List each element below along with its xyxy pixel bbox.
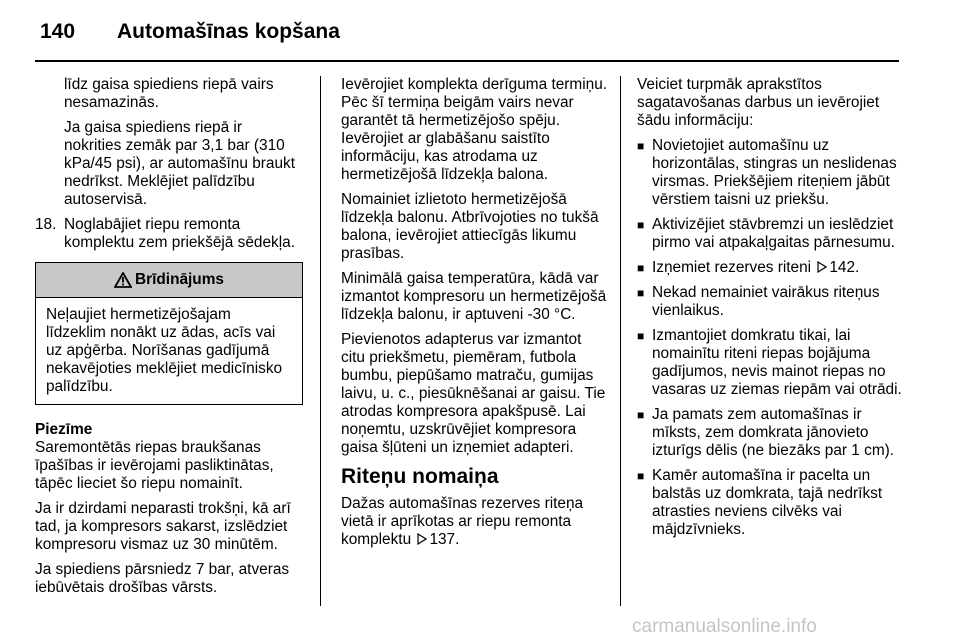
paragraph-with-reference	[341, 495, 609, 549]
paragraph: līdz gaisa spiediens riepā vairs nesamazinās.	[64, 76, 274, 111]
paragraph: Ja gaisa spiediens riepā ir nokrities zemāk par 3,1 bar (310 kPa/45 psi), ar automašīnu braukt nedrīkst. Meklējiet palīdzību autoservisā.	[64, 119, 295, 208]
list-item	[637, 284, 905, 320]
list-item	[637, 259, 905, 277]
bullet-square-icon: ■	[637, 218, 645, 232]
column-divider	[320, 76, 321, 606]
bullet-square-icon: ■	[637, 261, 645, 275]
paragraph: Minimālā gaisa temperatūra, kādā var izmantot kompresoru un hermetizējošā līdzekļa balonu, ir aptuveni -30 °C.	[341, 270, 607, 323]
list-item	[637, 406, 905, 460]
bullet-square-icon: ■	[637, 329, 645, 343]
warning-box	[35, 262, 303, 405]
bullet-square-icon: ■	[637, 408, 645, 422]
warning-header	[36, 263, 302, 298]
bullet-square-icon: ■	[637, 139, 645, 153]
bullet-square-icon: ■	[637, 469, 645, 483]
list-item-text: Novietojiet automašīnu uz horizontālas, stingras un neslidenas virsmas. Priekšējiem riteņiem jābūt vērstiem taisni uz priekšu.	[652, 137, 897, 208]
list-item	[637, 327, 905, 399]
column-divider	[620, 76, 621, 606]
column-right	[637, 76, 905, 546]
list-item-text: Ja pamats zem automašīnas ir mīksts, zem domkrata jānovieto izturīgs dēlis (ne biezāks par 1 cm).	[652, 406, 895, 459]
paragraph: Veiciet turpmāk aprakstītos sagatavošanas darbus un ievērojiet šādu informāciju:	[637, 76, 880, 129]
page-reference-icon	[817, 261, 827, 273]
paragraph: Pievienotos adapterus var izmantot citu priekšmetu, piemēram, futbola bumbu, piepūšamo matraču, gumijas laivu, u. c., piesūknēšanai ar gaisu. Tie atrodas kompresora apakšpusē. Lai noņemtu, uzskrūvējiet kompresora gaisa šļūteni un izņemiet adapteri.	[341, 331, 606, 456]
list-item-text: Aktivizējiet stāvbremzi un ieslēdziet pirmo vai atpakaļgaitas pārnesumu.	[652, 216, 895, 251]
paragraph: Nomainiet izlietoto hermetizējošā līdzekļa balonu. Atbrīvojoties no tukšā balona, ievērojiet attiecīgās likumu prasības.	[341, 191, 599, 262]
note-title: Piezīme	[35, 421, 93, 438]
list-item-text	[652, 259, 859, 277]
warning-title: Brīdinājums	[135, 271, 224, 288]
page-number: 140	[40, 20, 76, 43]
list-item-text-part: Izņemiet rezerves riteni	[652, 259, 812, 276]
page-header	[35, 10, 915, 60]
bullet-square-icon: ■	[637, 286, 645, 300]
column-middle	[341, 76, 609, 556]
step-number: 18.	[35, 216, 57, 233]
list-item	[637, 467, 905, 539]
list-item	[637, 216, 905, 252]
column-left	[35, 76, 303, 604]
list-item-text: Nekad nemainiet vairākus riteņus vienlaikus.	[652, 284, 880, 319]
page-reference-link[interactable]: 142.	[829, 259, 860, 276]
page-reference-link[interactable]: 137.	[429, 531, 460, 548]
section-heading: Riteņu nomaiņa	[341, 465, 499, 488]
warning-triangle-icon	[114, 272, 132, 288]
header-rule	[35, 60, 899, 62]
warning-text: Neļaujiet hermetizējošajam līdzeklim nonākt uz ādas, acīs vai uz apģērba. Norīšanas gadījumā nekavējoties meklējiet medicīnisko palīdzību.	[46, 306, 283, 395]
page-reference-icon	[417, 533, 427, 545]
list-item	[637, 137, 905, 209]
note-paragraph: Ja ir dzirdami neparasti trokšņi, kā arī tad, ja kompresors sakarst, izslēdziet kompresoru vismaz uz 30 minūtēm.	[35, 500, 291, 553]
watermark: carmanualsonline.info	[632, 616, 817, 637]
paragraph: Ievērojiet komplekta derīguma termiņu. Pēc šī termiņa beigām vairs nevar garantēt tā hermetizējošo spēju. Ievērojiet ar glabāšanu saistīto informāciju, kas atrodama uz hermetizējošā līdzekļa balona.	[341, 76, 608, 183]
numbered-step	[35, 216, 303, 252]
note-paragraph: Saremontētās riepas braukšanas īpašības ir ievērojami pasliktinātas, tāpēc lieciet šo riepu nomainīt.	[35, 439, 274, 492]
note-paragraph: Ja spiediens pārsniedz 7 bar, atveras iebūvētais drošības vārsts.	[35, 561, 290, 596]
paragraph-text: Dažas automašīnas rezerves riteņa vietā ir aprīkotas ar riepu remonta komplektu	[341, 495, 584, 548]
list-item-text: Kamēr automašīna ir pacelta un balstās uz domkrata, tajā nedrīkst atrasties neviens cilvēks vai mājdzīvnieks.	[652, 467, 883, 538]
step-text: Noglabājiet riepu remonta komplektu zem priekšējā sēdekļa.	[64, 216, 295, 251]
list-item-text: Izmantojiet domkratu tikai, lai nomainītu riteni riepas bojājuma gadījumos, nevis mainot riepas no vasaras uz ziemas riepām vai otrādi.	[652, 327, 902, 398]
page-title: Automašīnas kopšana	[117, 20, 340, 43]
